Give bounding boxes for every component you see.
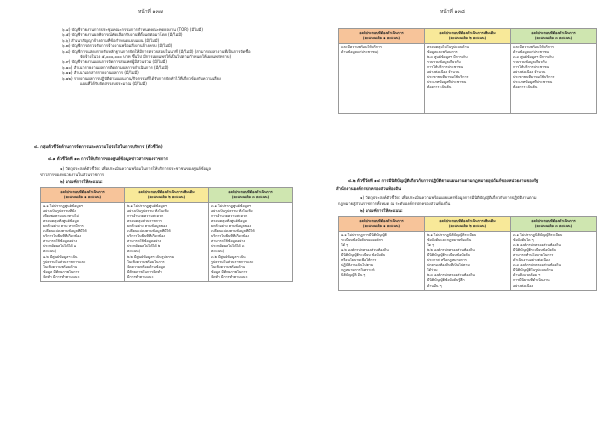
list-item: แผนที่ได้รับจัดสรรงบประมาณ (มี/ไม่มี): [80, 81, 147, 87]
table-row: [339, 231, 597, 290]
table-cell: ๒.๑ ไม่ปรากฏนิติบัญญัติระเบียบ ข้อบังคับและกฎหมายท้องถิ่น ใด ๆ ๒.๒ องค์กรปกครองส่วนท้องถิ่น มีนิติบัญญัติระเบียบข้อบังคับ ประกาศ หรือกฎหมายการ ปกครองท้องถิ่นที่เป็นไปตาม ได้ร่วม ๒.๓ องค์กรปกครองส่วนท้องถิ่น มีนิติบัญญัติข้อบังคับรู้สึก ด้านอื่น ๆ: [425, 231, 511, 290]
criteria-label: ๒) เกณฑ์การให้คะแนน:: [60, 179, 103, 184]
table-cell: ๓.๑ ไม่ปรากฏศูนย์ข้อมูลฯ อย่างเป็นรูปธรรม ทั้งในเชิง การอำนวยความสะดวก ครอบคลุมทั้งศูนย์ข้อมูล ยกตัวอย่าง ตามข้อมูลของ เปลี่ยนแปลงตามข้อมูลที่มีให้ บริการในพื้นที่ที่เกี่ยวข้อง สามารถใช้ข้อมูลอย่าง ประหยัดผลไม่ได้ได้ ๓ คะแนน) ๓.๒ มีศูนย์ข้อมูลฯ เป็น รูปธรรมในส่วนราชการและ ในเชิงความพร้อมด้าน ข้อมูล มีศักยภาพในการ จัดทำ มีการทำตามแนว: [209, 202, 293, 281]
page-number: หน้าที่ ๑๓๗: [138, 9, 163, 15]
list-item: จัดจ้างในวง ๕,๐๐๐,๐๐๐ บาท ขึ้นไป มีการเผยแพร่ให้เป็นไปตามกำหนดให้เผยแพร่ทราบ): [80, 54, 232, 60]
indicator-heading-continued: สำนักงานองค์กรปกครองส่วนท้องถิ่น: [336, 186, 402, 191]
list-item: ๖.๑๑) สำเนาเอกสารรายงานผลการ (มี/ไม่มี): [62, 70, 139, 76]
table-header-row: [41, 188, 293, 203]
header-level-3: องค์ประกอบที่ต้องดำเนินการ (คะแนนเต็ม ๓ คะแนน): [209, 188, 293, 203]
table-cell: ครอบคลุมไปในรูปแบบด้าน ข้อมูลและพร้อมการ ๒.๓ ศูนย์ข้อมูลฯ มีการเก็บ รวบรวมข้อมูลเกี่ยวกับ การให้บริการประชาชน อย่างต่อเนื่อง จำนวน ประชาชนที่มาขอใช้บริการ ประเภทข้อมูลที่ประชาชน ต้องการ เป็นต้น: [425, 43, 511, 113]
table-row: [339, 43, 597, 113]
list-item: ๖.๔) บัญชีรายงานการประชุมคณะกรรมการกำหนดคณะทดยลงาน (TOR) (มีไม่มี): [62, 27, 203, 32]
table-row: [41, 202, 293, 281]
scoring-table: [40, 187, 293, 282]
header-level-1: องค์ประกอบที่ต้องดำเนินการ (คะแนนเต็ม ๑ คะแนน): [41, 188, 125, 203]
criteria-label: ๒) เกณฑ์การให้คะแนน:: [360, 208, 403, 213]
list-item: ๖.๑๒) รายงานผลการปฏิบัติตามแผนงาน/กิจกรรมที่ได้รับการจัดทำไว้ที่เกี่ยวข้องกับความเสี่ยง: [62, 75, 221, 81]
list-item: ๖.๕) บัญชีรายงานผลพิจารณ์คัดเลือกรับงานที่ตั้งแต่ต่อมาโดย (มี/ไม่มี): [62, 32, 183, 38]
header-level-1: องค์ประกอบที่ต้องดำเนินการ (คะแนนเต็ม ๑ คะแนน): [339, 29, 425, 44]
list-item: ๖.๑๐) สำเนารายงานผลการติดตามผลการดำเนินการ (มี/ไม่มี): [62, 64, 169, 70]
objective-text: ๑) วัตถุประสงค์ตัวชี้วัด: เพื่อประเมินความพร้อมในการให้บริการประชาชนของศูนย์ข้อมูล: [60, 166, 211, 171]
list-item: ๖.๗) บัญชีการตรวจรับการจ้างงานพร้อมสิ่งงานจ้างครบ (มี/ไม่มี): [62, 43, 173, 49]
header-level-2: องค์ประกอบที่ต้องดำเนินการเพิ่มเติม (คะแนนเต็ม ๒ คะแนน): [125, 188, 209, 203]
table-cell: ๓.๑ ไม่ปรากฏนิติบัญญัติระเบียบ ข้อบังคับใด ๆ ๓.๒ องค์กรปกครองส่วนท้องถิ่น มีนิติบัญญัติระเบียบข้อบังคับ สามารถทำนโยบายในการ ดำเนินงานอย่างต่อเนื่อง ๓.๓ องค์กรปกครองส่วนท้องถิ่น มีนิติบัญญัติในรูปแบบด้าน ด้านสิ่งแวดล้อม ฯ การมีนิยามที่ดำเนินงาน อย่างต่อเนื่อง: [511, 231, 597, 290]
table-cell: และมีความพร้อมให้บริการ ด้านข้อมูลแก่ประชาชน ๓.๓ ศูนย์ข้อมูลฯ มีการเก็บ รวบรวมข้อมูลเกี่ยวกับ การให้บริการประชาชน อย่างต่อเนื่อง จำนวน ประชาชนที่มาขอใช้บริการ ประเภทข้อมูลที่ประชาชน ต้องการ เป็นต้น: [511, 43, 597, 113]
list-item: ๖.๘) บัญชีการแสดงรายรับหลักฐานการจัดให้มีการตรวจสอบในนาที่ (มี/ไม่มี) (สามารถผลางานที่เป็นการจัดซื้อ: [62, 48, 251, 54]
table-cell: ๒.๑ ไม่ปรากฏศูนย์ข้อมูลฯ อย่างเป็นรูปธรรม ทั้งในเชิง การอำนวยความสะดวก ครอบคลุมส่วนราชการ ยกตัวอย่าง ตามข้อมูลของ เปลี่ยนแปลงตามข้อมูลที่มีให้ บริการในพื้นที่ที่เกี่ยวข้อง สามารถใช้ข้อมูลอย่าง ประหยัดผลไม่ได้ได้ ๒ คะแนน) ๒.๒ มีศูนย์ข้อมูลฯ เป็นรูปธรรม ในเชิงความพร้อมในการ จัดความพร้อมด้านข้อมูล มีศักยภาพในการจัดทำ มีการทำตามแนว: [125, 202, 209, 281]
header-level-2: องค์ประกอบที่ต้องดำเนินการเพิ่มเติม (คะแนนเต็ม ๒ คะแนน): [425, 217, 511, 232]
table-cell: ๑.๑ ไม่ปรากฏการมีนิติบัญญัติ ระเบียบข้อบังคับขององค์กร ได้ ๆ ๑.๒ องค์กรปกครองส่วนท้องถิ่น มีนิติบัญญัติระเบียบ ข้อบังคับ หรือนโยบายเพื่อให้การ ปฏิบัติงานเป็นไปตาม กฎหมายการวิเคราะห์ นิติบัญญัติ อื่น ๆ: [339, 231, 425, 290]
header-level-3: องค์ประกอบที่ต้องดำเนินการ (คะแนนเต็ม ๓ คะแนน): [511, 217, 597, 232]
table-cell: และมีความพร้อมให้บริการ ด้านข้อมูลแก่ประชาชน): [339, 43, 425, 113]
objective-text-continued: ข่าวสารของหน่วยงานในส่วนราชการ: [40, 172, 105, 177]
continued-scoring-table: [338, 28, 597, 114]
header-level-2: องค์ประกอบที่ต้องดำเนินการเพิ่มเติม (คะแนนเต็ม ๒ คะแนน): [425, 29, 511, 44]
section-heading: ๔. กลุ่มตัวชี้วัดด้านการจัดการและความโปร่งใสในการบริหาร (ตัวชี้วัด): [34, 144, 163, 149]
right-page: [300, 0, 600, 424]
list-item: ๖.๖) สำเนาสัญญาจ้างตามที่ข้อกำหนดแบบแผน (มี/ไม่มี): [62, 37, 160, 43]
header-level-3: องค์ประกอบที่ต้องดำเนินการ (คะแนนเต็ม ๓ คะแนน): [511, 29, 597, 44]
table-cell: ๑.๑ ไม่ปรากฏศูนย์ข้อมูลฯ อย่างเป็นรูปธรรมที่ยัง เพียงพอตามแนวทางไม่ ครอบคลุมทั้งศูนย์ข้อมูล ยกตัวอย่าง ตาม หากมีการ เปลี่ยนแปลงตามข้อมูลที่มีให้ บริการในพื้นที่ที่เกี่ยวข้อง สามารถใช้ข้อมูลอย่าง ประหยัดผลไม่ได้ได้ ๑ คะแนน) ๑.๒ มีศูนย์ข้อมูลฯ เป็น รูปธรรมในส่วนราชการและ ในเชิงความพร้อมด้าน ข้อมูล มีศักยภาพในการ จัดทำ มีการทำตามแนว: [41, 202, 125, 281]
header-level-1: องค์ประกอบที่ต้องดำเนินการ (คะแนนเต็ม ๑ คะแนน): [339, 217, 425, 232]
indicator-heading: ๔.๒ ตัวชี้วัดที่ ๑๔ การมีนิติบัญญัติเกี่ยวกับการปฏิบัติตามแผนงานตามกฎหมายอุปถัมภ์ของหน่วยงานของรัฐ: [348, 178, 539, 183]
indicator-heading: ๔.๑ ตัวชี้วัดที่ ๑๓ การให้บริการของศูนย์ข้อมูลข่าวสารของราชการ: [48, 156, 168, 161]
objective-text-continued: กฎหมายสู่ส่วนราชการทั้งหมด ณ ระดับองค์กรปกครองส่วนท้องถิ่น: [338, 201, 451, 206]
table-header-row: [339, 29, 597, 44]
document-list: [62, 27, 294, 86]
list-item: ๖.๙) บัญชีรายงานแผนการจัดการสนเทศผู้มีส่วนร่วม (มี/ไม่มี): [62, 59, 167, 65]
scoring-table: [338, 216, 597, 291]
objective-text: ๑) วัตถุประสงค์ตัวชี้วัด: เพื่อประเมินความพร้อมเผยแพร่ข้อมูลการมีนิติบัญญัติเกี่ยวกับการปฏิบัติงานตาม: [360, 195, 537, 200]
page-number: หน้าที่ ๑๓๘: [440, 9, 465, 15]
table-header-row: [339, 217, 597, 232]
